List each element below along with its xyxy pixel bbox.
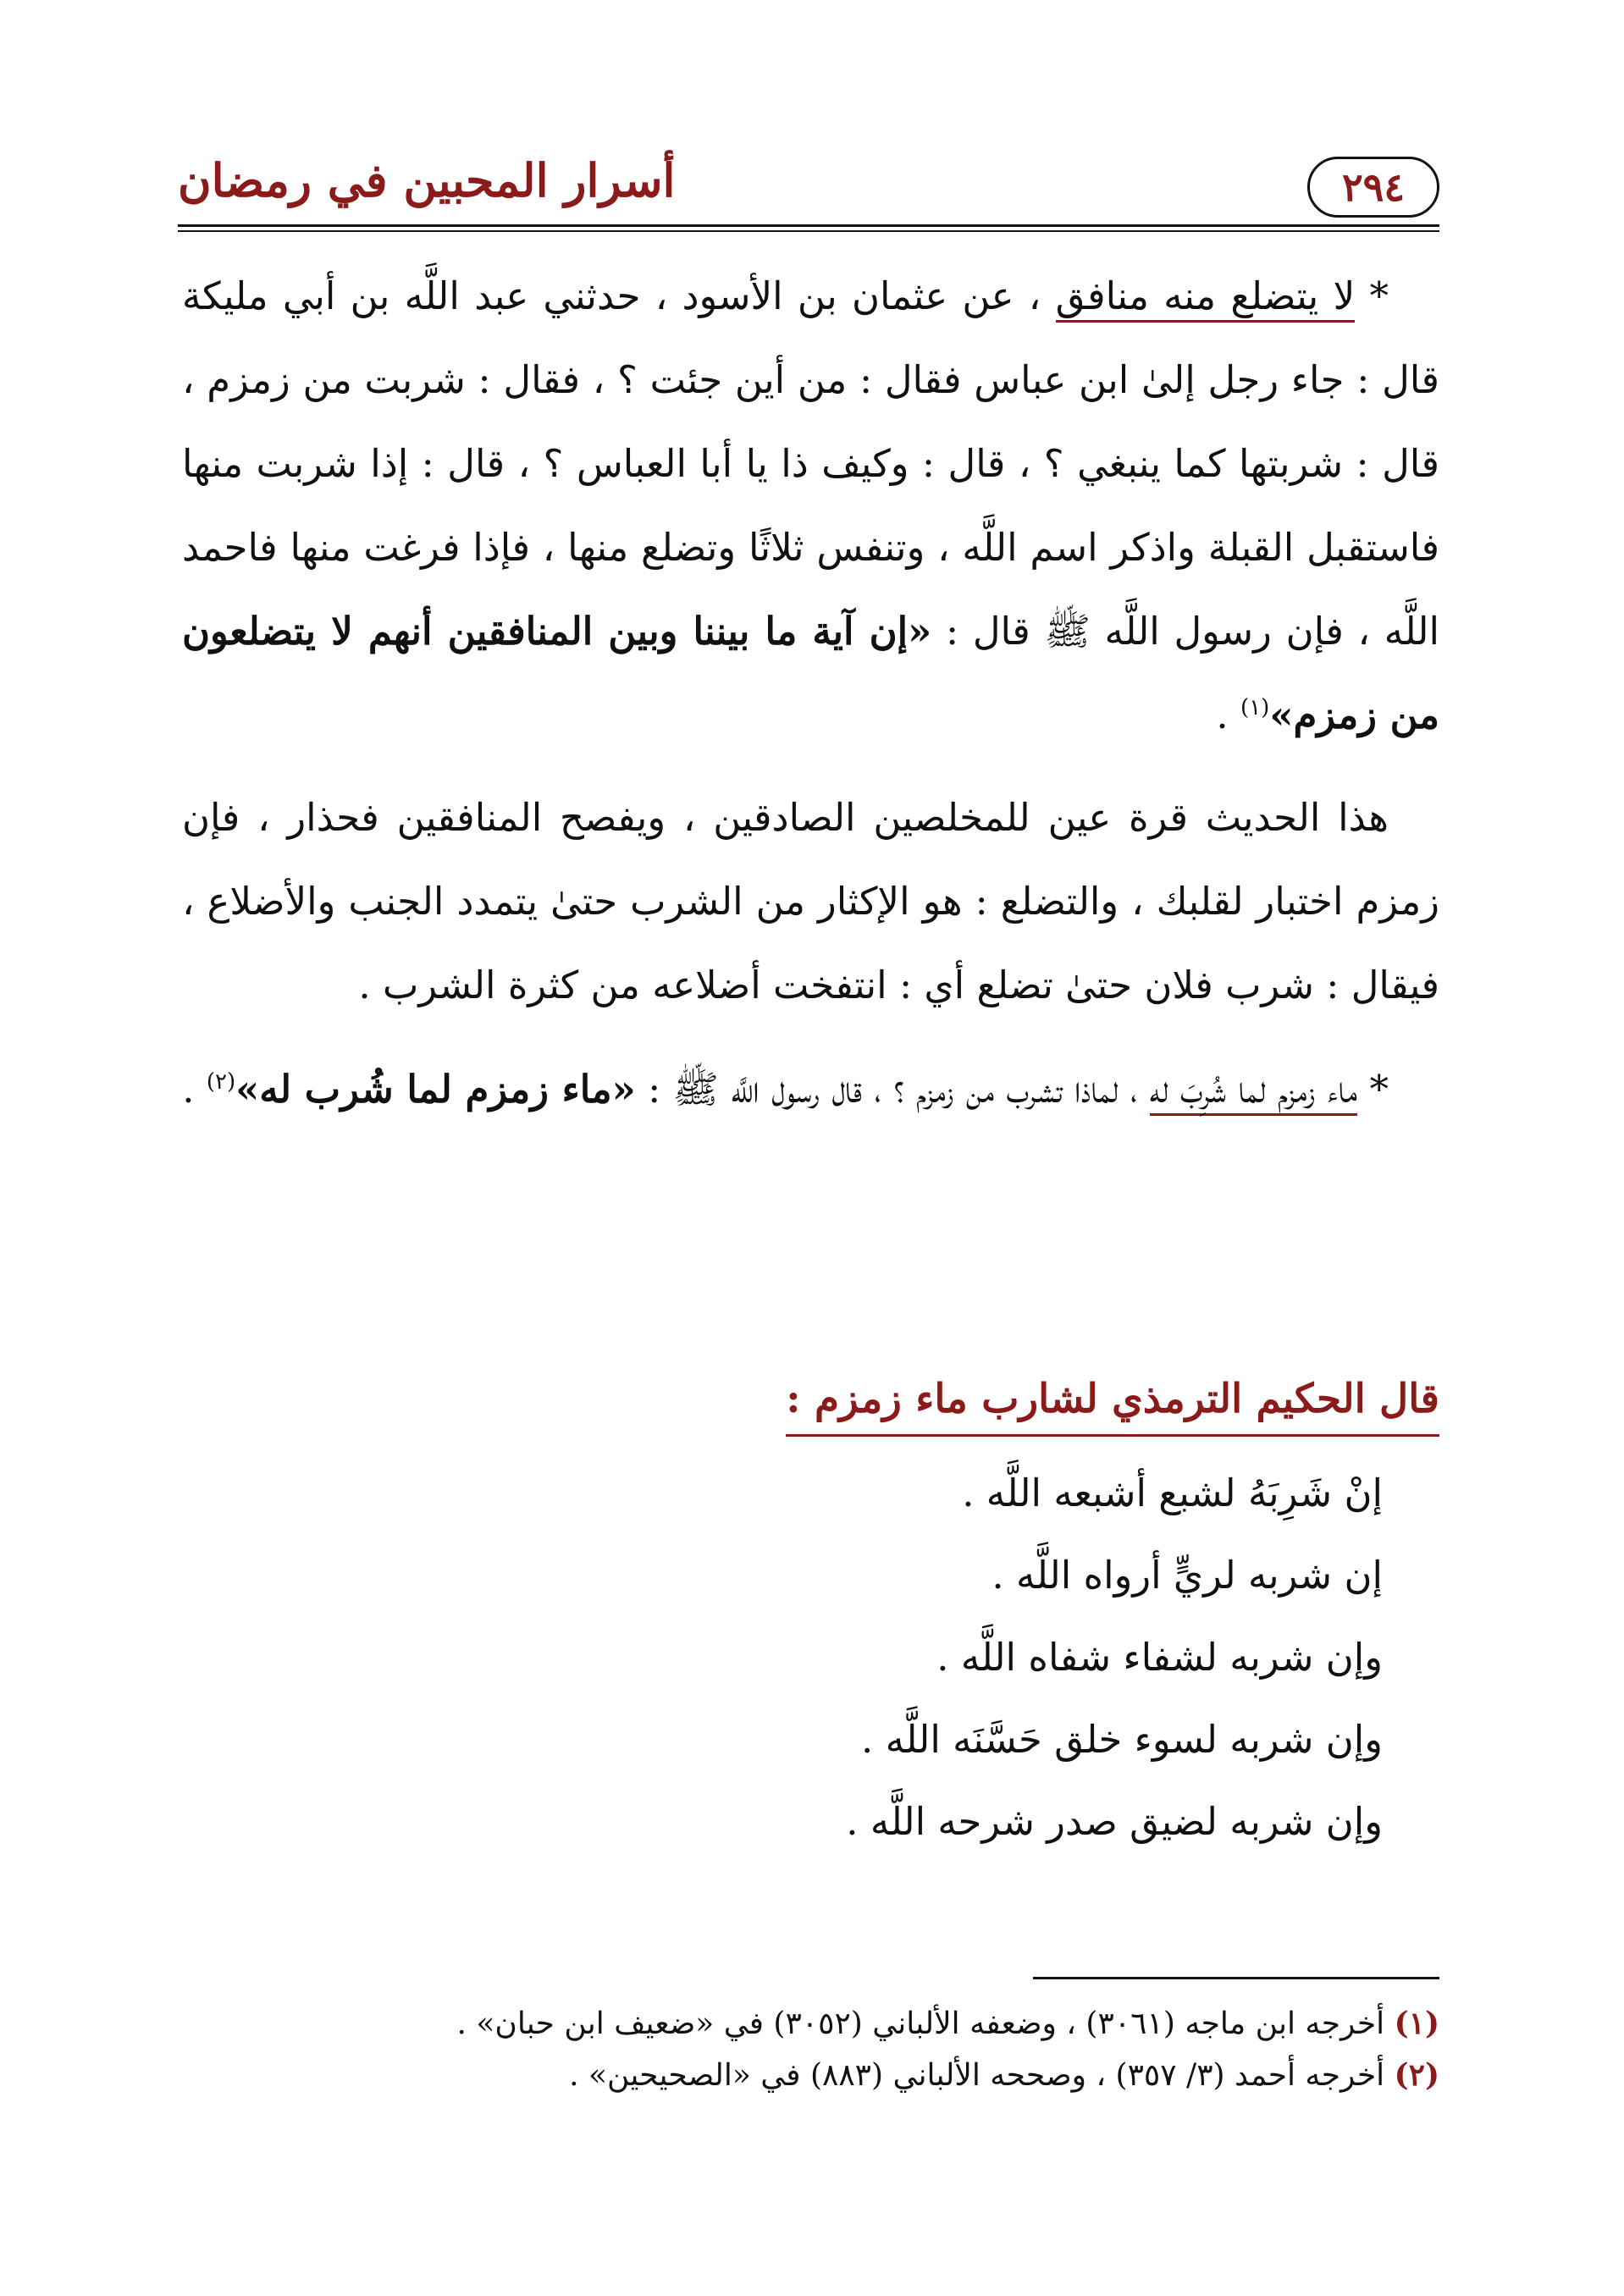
footnote (186, 2050, 1439, 2101)
underlined-lead: ماء زمزم لما شُرِبَ له (1150, 1067, 1357, 1116)
header-rule-thin (178, 230, 1439, 232)
underlined-lead: لا يتضلع منه منافق (1056, 273, 1356, 323)
poem-line: إنْ شَرِبَهُ لشبع أشبعه اللَّه . (962, 1471, 1383, 1515)
sentence-end: . (1216, 693, 1229, 737)
footnote-number: (١) (1394, 2006, 1439, 2041)
asterisk-marker: * (1369, 273, 1389, 318)
footnote-ref-1: (١) (1240, 695, 1270, 720)
asterisk-marker: * (1369, 1067, 1389, 1112)
poem-line: وإن شربه لسوء خلق حَسَّنَه اللَّه . (860, 1717, 1383, 1762)
hadith-quote: «إن آية ما بيننا وبين المنافقين أنهم لا يتضلعون من زمزم» (182, 609, 1439, 737)
page-header (178, 148, 1439, 224)
main-text (182, 254, 1439, 1131)
paragraph-text: ، لماذا تشرب من زمزم ؟ ، قال رسول اللَّه ﷺ : (648, 1067, 1138, 1112)
footnote-text: أخرجه أحمد (٣/ ٣٥٧) ، وصححه الألباني (٨٨٣) في «الصحيحين» . (569, 2058, 1385, 2093)
footnote-rule (1033, 1977, 1439, 1979)
paragraph-3 (182, 1047, 1439, 1131)
footnote-text: أخرجه ابن ماجه (٣٠٦١) ، وضعفه الألباني (٣٠٥٢) في «ضعيف ابن حبان» . (456, 2006, 1385, 2041)
poem (846, 1452, 1383, 1863)
poem-line: وإن شربه لضيق صدر شرحه اللَّه . (846, 1799, 1383, 1844)
paragraph-2: هذا الحديث قرة عين للمخلصين الصادقين ، ويفصح المنافقين فحذار ، فإن زمزم اختبار لقلبك ، والتضلع : هو الإكثار من الشرب حتىٰ يتمدد الجنب والأضلاع ، فيقال : شرب فلان حتىٰ تضلع أي : انتفخت أضلاعه من كثرة الشرب . (182, 795, 1439, 1007)
footnote (186, 1998, 1439, 2050)
footnotes (186, 1998, 1439, 2101)
book-title: أسرار المحبين في رمضان (178, 153, 676, 207)
page-number: ٢٩٤ (1307, 157, 1439, 218)
section-heading: قال الحكيم الترمذي لشارب ماء زمزم : (786, 1376, 1439, 1437)
hadith-quote: «ماء زمزم لما شُرب له» (235, 1067, 636, 1112)
paragraph-1 (182, 254, 1439, 757)
sentence-end: . (182, 1067, 195, 1112)
poem-line: إن شربه لريٍّ أرواه اللَّه . (992, 1553, 1383, 1598)
footnote-number: (٢) (1394, 2057, 1439, 2093)
paragraph-text: ، عن عثمان بن الأسود ، حدثني عبد اللَّه بن أبي مليكة قال : جاء رجل إلىٰ ابن عباس فقال : من أين جئت ؟ ، فقال : شربت من زمزم ، قال : شربتها كما ينبغي ؟ ، قال : وكيف ذا يا أبا العباس ؟ ، قال : إذا شربت منها فاستقبل القبلة واذكر اسم اللَّه ، وتنفس ثلاثًا وتضلع منها ، فإذا فرغت منها فاحمد اللَّه ، فإن رسول اللَّه ﷺ قال : (182, 273, 1440, 654)
poem-line: وإن شربه لشفاء شفاه اللَّه . (936, 1635, 1383, 1680)
header-rule (178, 224, 1439, 227)
footnote-ref-2: (٢) (206, 1069, 236, 1095)
